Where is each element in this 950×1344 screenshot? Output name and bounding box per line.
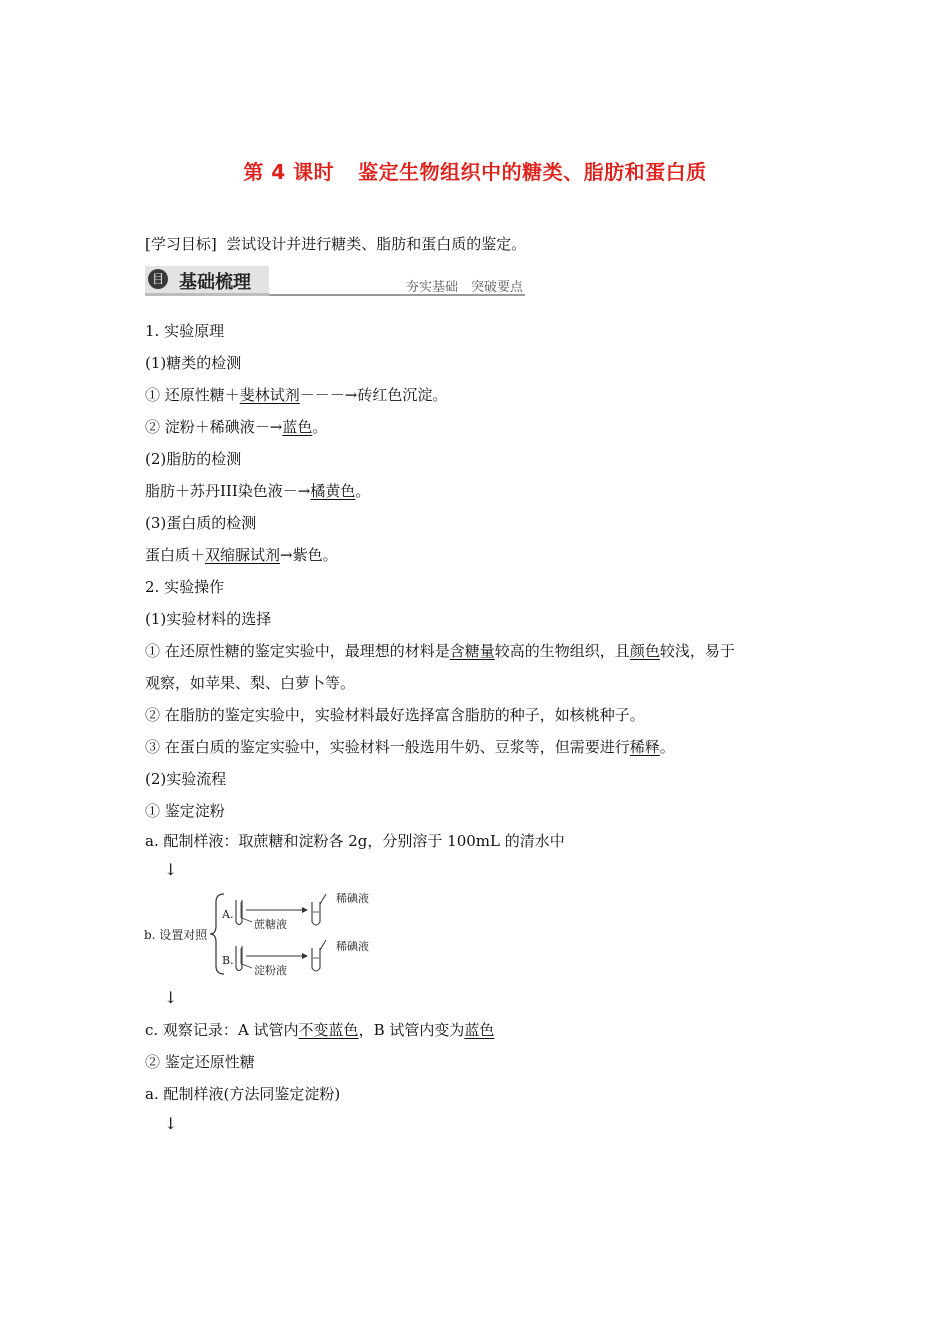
text: 。 xyxy=(355,482,371,500)
text: 。 xyxy=(312,418,328,436)
tube-b-label: B. xyxy=(222,954,234,967)
arrow-b-icon xyxy=(302,953,308,959)
text: ③ 在蛋白质的鉴定实验中，实验材料一般选用牛奶、豆浆等，但需要进行 xyxy=(145,738,630,756)
banner-icon: 目 xyxy=(148,269,168,289)
down-arrow-icon: ↓ xyxy=(164,860,178,879)
tube-a-label: A. xyxy=(222,908,234,921)
step-a: a. 配制样液：取蔗糖和淀粉各 2g，分别溶于 100mL 的清水中 xyxy=(145,832,565,850)
lesson-title: 鉴定生物组织中的糖类、脂肪和蛋白质 xyxy=(358,160,707,184)
text: c. 观察记录：A 试管内 xyxy=(145,1021,299,1039)
reagent-a-label: 稀碘液 xyxy=(336,892,369,905)
answer-blank: 斐林试剂 xyxy=(239,386,300,404)
heading-operation: 2. 实验操作 xyxy=(145,578,225,596)
heading-sugar-test: (1)糖类的检测 xyxy=(145,354,242,372)
dropper-b-icon xyxy=(320,940,326,950)
answer-blank: 橘黄色 xyxy=(310,482,356,500)
banner-subtitle: 夯实基础 突破要点 xyxy=(405,280,523,295)
arrow-a-icon xyxy=(302,907,308,913)
starch-line xyxy=(145,416,327,438)
down-arrow-icon: ↓ xyxy=(164,1114,178,1133)
leader-b xyxy=(242,964,252,968)
text: 脂肪＋苏丹III染色液－→ xyxy=(145,482,311,500)
fat-line xyxy=(145,480,370,502)
leader-a xyxy=(242,918,252,922)
answer-blank: 稀释 xyxy=(629,738,660,756)
text: 蛋白质＋ xyxy=(145,546,206,564)
liquid-a-label: 蔗糖液 xyxy=(254,918,287,931)
heading-protein-test: (3)蛋白质的检测 xyxy=(145,514,257,532)
material-line-1b: 观察，如苹果、梨、白萝卜等。 xyxy=(145,674,356,692)
material-line-1 xyxy=(145,640,735,662)
answer-blank: 不变蓝色 xyxy=(298,1021,359,1039)
heading-starch-id: ① 鉴定淀粉 xyxy=(145,802,225,820)
text: ② 淀粉＋稀碘液－→ xyxy=(145,418,283,436)
heading-fat-test: (2)脂肪的检测 xyxy=(145,450,242,468)
page-title xyxy=(0,156,950,185)
learning-objective xyxy=(145,233,526,255)
text: 较浅，易于 xyxy=(659,642,735,660)
heading-flow: (2)实验流程 xyxy=(145,770,227,788)
banner-title: 基础梳理 xyxy=(179,272,251,293)
text: ① 在还原性糖的鉴定实验中，最理想的材料是 xyxy=(145,642,450,660)
down-arrow-icon: ↓ xyxy=(164,988,178,1007)
text: →紫色。 xyxy=(280,546,338,564)
material-line-2: ② 在脂肪的鉴定实验中，实验材料最好选择富含脂肪的种子，如核桃种子。 xyxy=(145,706,645,724)
protein-line xyxy=(145,544,338,566)
text: ，B 试管内变为 xyxy=(358,1021,465,1039)
answer-blank: 蓝色 xyxy=(282,418,313,436)
answer-blank: 颜色 xyxy=(629,642,660,660)
reducing-sugar-line xyxy=(145,384,447,406)
tube-a-result-icon xyxy=(312,902,320,925)
heading-reducing-sugar-id: ② 鉴定还原性糖 xyxy=(145,1053,255,1071)
material-line-3 xyxy=(145,736,675,758)
tube-b-result-icon xyxy=(312,948,320,971)
objective-label: [学习目标] xyxy=(145,235,217,253)
text: ① 还原性糖＋ xyxy=(145,386,240,404)
liquid-b-label: 淀粉液 xyxy=(254,964,287,977)
answer-blank: 双缩脲试剂 xyxy=(205,546,281,564)
diagram-label: b. 设置对照 xyxy=(144,928,208,942)
text: －－－→砖红色沉淀。 xyxy=(299,386,448,404)
answer-blank: 蓝色 xyxy=(464,1021,495,1039)
control-setup-diagram xyxy=(140,888,400,980)
step-c xyxy=(145,1019,494,1041)
objective-text: 尝试设计并进行糖类、脂肪和蛋白质的鉴定。 xyxy=(226,235,527,253)
dropper-a-icon xyxy=(320,894,326,904)
text: 。 xyxy=(659,738,675,756)
text: 较高的生物组织，且 xyxy=(494,642,630,660)
answer-blank: 含糖量 xyxy=(449,642,495,660)
banner-box xyxy=(145,266,269,296)
heading-material: (1)实验材料的选择 xyxy=(145,610,272,628)
lesson-number: 第 4 课时 xyxy=(243,160,335,184)
section-banner xyxy=(145,266,525,296)
reagent-b-label: 稀碘液 xyxy=(336,940,369,953)
step-sugar-a: a. 配制样液(方法同鉴定淀粉) xyxy=(145,1085,341,1103)
heading-principle: 1. 实验原理 xyxy=(145,322,225,340)
